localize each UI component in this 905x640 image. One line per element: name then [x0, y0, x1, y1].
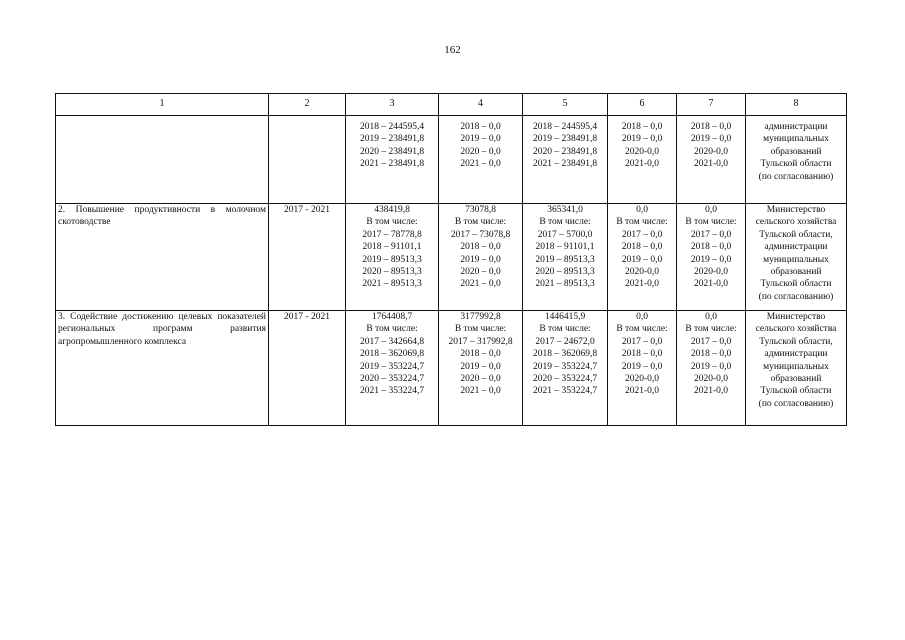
column-header: 5: [523, 94, 608, 116]
cell-line: В том числе:: [454, 217, 507, 228]
cell-line: В том числе:: [454, 324, 507, 335]
cell-line: 1764408,7: [371, 312, 413, 322]
cell-line: 2020-0,0: [693, 267, 729, 278]
cell-line: 2020 – 238491,8: [532, 146, 598, 157]
cell-line: муниципальных: [763, 134, 829, 145]
measure-description-cell: [56, 204, 269, 311]
cell-line: 0,0: [705, 205, 717, 215]
cell-line: 3177992,8: [460, 312, 501, 322]
cell-line: 2020-0,0: [624, 374, 660, 385]
cell-line: В том числе:: [616, 324, 668, 335]
cell-line: В том числе:: [685, 217, 737, 228]
cell-line: 2021-0,0: [693, 279, 729, 290]
cell-line: 2018 – 0,0: [690, 349, 732, 360]
period-cell: [269, 116, 346, 204]
cell-line: 438419,8: [374, 205, 410, 215]
cell-line: 2020-0,0: [624, 267, 660, 278]
cell-line: 2019 – 89513,3: [535, 254, 595, 265]
cell-line: 2019 – 353224,7: [359, 361, 425, 372]
cell-line: Тульской области: [760, 279, 832, 290]
municipal-funding-cell: [608, 311, 677, 426]
cell-line: В том числе:: [539, 217, 591, 228]
column-header: 4: [439, 94, 523, 116]
cell-line: 2020 – 353224,7: [532, 374, 598, 385]
period-cell: [269, 311, 346, 426]
cell-line: 2017 – 0,0: [690, 336, 732, 347]
page-number: 162: [444, 44, 461, 56]
regional-funding-cell: [523, 311, 608, 426]
cell-line: 2021-0,0: [624, 279, 660, 290]
cell-line: 1446415,9: [544, 312, 586, 322]
cell-line: 2017 – 0,0: [621, 229, 663, 240]
cell-line: Тульской области,: [759, 229, 833, 240]
cell-line: (по согласованию): [758, 398, 834, 409]
cell-line: (по согласованию): [758, 171, 834, 182]
federal-funding-cell: [439, 204, 523, 311]
cell-line: 2017 – 0,0: [690, 229, 732, 240]
municipal-funding-cell: [608, 204, 677, 311]
cell-line: 2021-0,0: [693, 386, 729, 397]
cell-line: 2018 – 0,0: [621, 122, 663, 132]
cell-line: 2020 – 0,0: [460, 146, 501, 157]
cell-line: 2021-0,0: [624, 159, 660, 170]
total-funding-cell: [346, 116, 439, 204]
cell-line: 2018 – 0,0: [621, 349, 663, 360]
cell-line: Министерство: [766, 312, 826, 322]
cell-line: 2021-0,0: [624, 386, 660, 397]
extrabudget-funding-cell: [677, 311, 746, 426]
cell-line: сельского хозяйства: [755, 217, 837, 228]
cell-line: 2021 – 0,0: [460, 159, 501, 170]
cell-line: 2017 – 24672,0: [535, 336, 595, 347]
cell-line: 2018 – 0,0: [460, 349, 501, 360]
cell-line: 2021 – 0,0: [460, 279, 501, 290]
cell-line: образований: [770, 146, 822, 157]
municipal-funding-cell: [608, 116, 677, 204]
cell-line: 2021 – 238491,8: [359, 159, 425, 170]
cell-line: 2019 – 0,0: [460, 361, 501, 372]
cell-line: 2017 – 342664,8: [359, 336, 425, 347]
cell-line: 2020-0,0: [693, 146, 729, 157]
column-header: 2: [269, 94, 346, 116]
cell-line: 2018 – 244595,4: [532, 122, 598, 132]
cell-line: 2019 – 353224,7: [532, 361, 598, 372]
measure-text: 3. Содействие достижению целевых показателей региональных программ развития агропромышленного комплекса: [58, 312, 266, 347]
cell-line: 365341,0: [547, 205, 583, 215]
table-header-row: [56, 94, 847, 116]
cell-line: 2019 – 0,0: [621, 361, 663, 372]
cell-line: муниципальных: [763, 254, 829, 265]
column-header: 6: [608, 94, 677, 116]
budget-table: [55, 93, 847, 426]
column-header: 1: [56, 94, 269, 116]
federal-funding-cell: [439, 311, 523, 426]
cell-line: образований: [770, 267, 822, 278]
total-funding-cell: [346, 311, 439, 426]
period-text: 2017 - 2021: [284, 312, 330, 322]
extrabudget-funding-cell: [677, 116, 746, 204]
regional-funding-cell: [523, 116, 608, 204]
cell-line: 2019 – 89513,3: [362, 254, 422, 265]
cell-line: 2020 – 238491,8: [359, 146, 425, 157]
cell-line: 2021 – 89513,3: [535, 279, 595, 290]
cell-line: (по согласованию): [758, 291, 834, 302]
cell-line: 2021 – 238491,8: [532, 159, 598, 170]
cell-line: 2020-0,0: [693, 374, 729, 385]
period-text: 2017 - 2021: [284, 205, 330, 215]
table-row: [56, 116, 847, 204]
cell-line: 0,0: [636, 205, 648, 215]
cell-line: В том числе:: [616, 217, 668, 228]
cell-line: 2020 – 89513,3: [535, 267, 595, 278]
cell-line: Тульской области: [760, 386, 832, 397]
cell-line: В том числе:: [685, 324, 737, 335]
cell-line: Тульской области: [760, 159, 832, 170]
period-cell: [269, 204, 346, 311]
cell-line: В том числе:: [366, 217, 418, 228]
cell-line: 2017 – 317992,8: [448, 336, 513, 347]
cell-line: 2017 – 78778,8: [362, 229, 422, 240]
cell-line: Тульской области,: [759, 336, 833, 347]
cell-line: 2019 – 238491,8: [532, 134, 598, 145]
cell-line: 2018 – 0,0: [621, 242, 663, 253]
cell-line: 2018 – 0,0: [690, 242, 732, 253]
cell-line: 2020-0,0: [624, 146, 660, 157]
cell-line: образований: [770, 374, 822, 385]
executor-cell: [746, 204, 847, 311]
cell-line: 2018 – 0,0: [460, 242, 501, 253]
federal-funding-cell: [439, 116, 523, 204]
table-row: [56, 311, 847, 426]
cell-line: администрации: [764, 242, 828, 253]
cell-line: 2019 – 0,0: [690, 361, 732, 372]
measure-description-cell: [56, 116, 269, 204]
extrabudget-funding-cell: [677, 204, 746, 311]
measure-text: 2. Повышение продуктивности в молочном скотоводстве: [58, 205, 266, 228]
cell-line: 2020 – 353224,7: [359, 374, 425, 385]
cell-line: 2018 – 91101,1: [362, 242, 422, 253]
cell-line: 0,0: [705, 312, 717, 322]
cell-line: 2020 – 0,0: [460, 374, 501, 385]
column-header: 8: [746, 94, 847, 116]
executor-cell: [746, 116, 847, 204]
cell-line: 2019 – 0,0: [690, 254, 732, 265]
cell-line: 2017 – 73078,8: [450, 229, 511, 240]
column-header: 7: [677, 94, 746, 116]
cell-line: 2021 – 353224,7: [532, 386, 598, 397]
cell-line: 2018 – 91101,1: [535, 242, 595, 253]
cell-line: 2021 – 89513,3: [362, 279, 422, 290]
cell-line: В том числе:: [539, 324, 591, 335]
cell-line: 2019 – 0,0: [621, 134, 663, 145]
executor-cell: [746, 311, 847, 426]
cell-line: 2018 – 362069,8: [532, 349, 598, 360]
measure-description-cell: [56, 311, 269, 426]
cell-line: сельского хозяйства: [755, 324, 837, 335]
cell-line: 2021 – 0,0: [460, 386, 501, 397]
cell-line: 2020 – 0,0: [460, 267, 501, 278]
cell-line: муниципальных: [763, 361, 829, 372]
cell-line: 2019 – 0,0: [690, 134, 732, 145]
cell-line: В том числе:: [366, 324, 418, 335]
cell-line: 2019 – 0,0: [621, 254, 663, 265]
cell-line: 2017 – 5700,0: [537, 229, 593, 240]
cell-line: Министерство: [766, 205, 826, 215]
cell-line: 2018 – 0,0: [690, 122, 732, 132]
cell-line: 2021-0,0: [693, 159, 729, 170]
cell-line: 2019 – 238491,8: [359, 134, 425, 145]
cell-line: 2021 – 353224,7: [359, 386, 425, 397]
cell-line: 0,0: [636, 312, 648, 322]
total-funding-cell: [346, 204, 439, 311]
cell-line: 2018 – 362069,8: [359, 349, 425, 360]
regional-funding-cell: [523, 204, 608, 311]
cell-line: 2018 – 0,0: [460, 122, 501, 132]
column-header: 3: [346, 94, 439, 116]
cell-line: администрации: [764, 349, 828, 360]
cell-line: 2018 – 244595,4: [359, 122, 425, 132]
table-row: [56, 204, 847, 311]
cell-line: 73078,8: [465, 205, 496, 215]
cell-line: 2020 – 89513,3: [362, 267, 422, 278]
cell-line: 2017 – 0,0: [621, 336, 663, 347]
cell-line: администрации: [764, 122, 828, 132]
cell-line: 2019 – 0,0: [460, 134, 501, 145]
cell-line: 2019 – 0,0: [460, 254, 501, 265]
